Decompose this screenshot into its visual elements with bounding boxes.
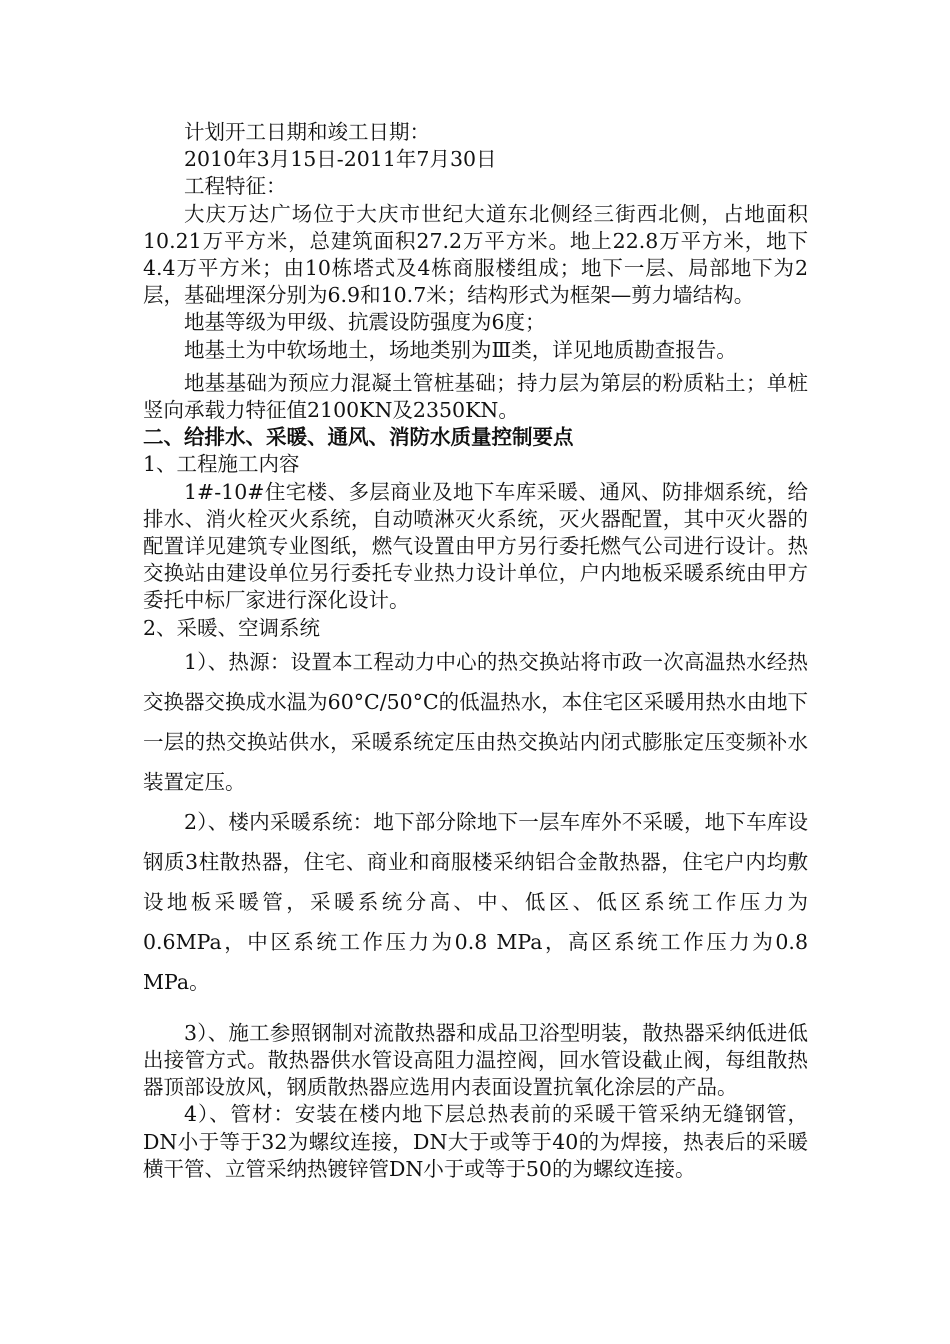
- radiator-installation: 3）、施工参照钢制对流散热器和成品卫浴型明装，散热器采纳低进低出接管方式。散热器供水管设高阻力温控阀，回水管设截止阀，每组散热器顶部设放风，钢质散热器应选用内表面设置抗氧化涂层的产品。: [143, 1020, 808, 1100]
- section-heading: 二、给排水、采暖、通风、消防水质量控制要点: [143, 425, 574, 450]
- pile-foundation: 地基基础为预应力混凝土管桩基础；持力层为第层的粉质粘土；单桩竖向承载力特征值2100KN及2350KN。: [143, 370, 808, 423]
- features-label: 工程特征：: [184, 174, 287, 199]
- schedule-dates: 2010年3月15日-2011年7月30日: [184, 147, 497, 172]
- indoor-heating: 2）、楼内采暖系统：地下部分除地下一层车库外不采暖，地下车库设钢质3柱散热器，住宅、商业和商服楼采纳铝合金散热器，住宅户内均敷设地板采暖管，采暖系统分高、中、低区、低区系统工作压力为0.6MPa，中区系统工作压力为0.8 MPa，高区系统工作压力为0.8 MPa。: [143, 809, 808, 994]
- subsection-construction-scope: 1、工程施工内容: [143, 452, 300, 477]
- foundation-grade: 地基等级为甲级、抗震设防强度为6度；: [184, 310, 546, 335]
- heat-source: 1）、热源：设置本工程动力中心的热交换站将市政一次高温热水经热交换器交换成水温为60°C/50°C的低温热水，本住宅区采暖用热水由地下一层的热交换站供水，采暖系统定压由热交换站内闭式膨胀定压变频补水装置定压。: [143, 649, 808, 794]
- soil-type: 地基土为中软场地土，场地类别为Ⅲ类，详见地质勘查报告。: [184, 337, 737, 362]
- pipe-materials: 4）、管材：安装在楼内地下层总热表前的采暖干管采纳无缝钢管，DN小于等于32为螺纹连接，DN大于或等于40的为焊接，热表后的采暖横干管、立管采纳热镀锌管DN小于或等于50的为螺纹连接。: [143, 1102, 808, 1181]
- schedule-label: 计划开工日期和竣工日期：: [184, 120, 430, 144]
- document-body: [143, 119, 808, 1183]
- subsection-heating-system: 2、采暖、空调系统: [143, 615, 321, 640]
- project-overview: 大庆万达广场位于大庆市世纪大道东北侧经三街西北侧，占地面积10.21万平方米，总建筑面积27.2万平方米。地上22.8万平方米，地下4.4万平方米；由10栋塔式及4栋商服楼组成；地下一层、局部地下为2层，基础埋深分别为6.9和10.7米；结构形式为框架—剪力墙结构。: [143, 201, 808, 308]
- construction-scope-text: 1#-10#住宅楼、多层商业及地下车库采暖、通风、防排烟系统，给排水、消火栓灭火系统，自动喷淋灭火系统，灭火器配置，其中灭火器的配置详见建筑专业图纸，燃气设置由甲方另行委托燃气公司进行设计。热交换站由建设单位另行委托专业热力设计单位，户内地板采暖系统由甲方委托中标厂家进行深化设计。: [143, 479, 808, 613]
